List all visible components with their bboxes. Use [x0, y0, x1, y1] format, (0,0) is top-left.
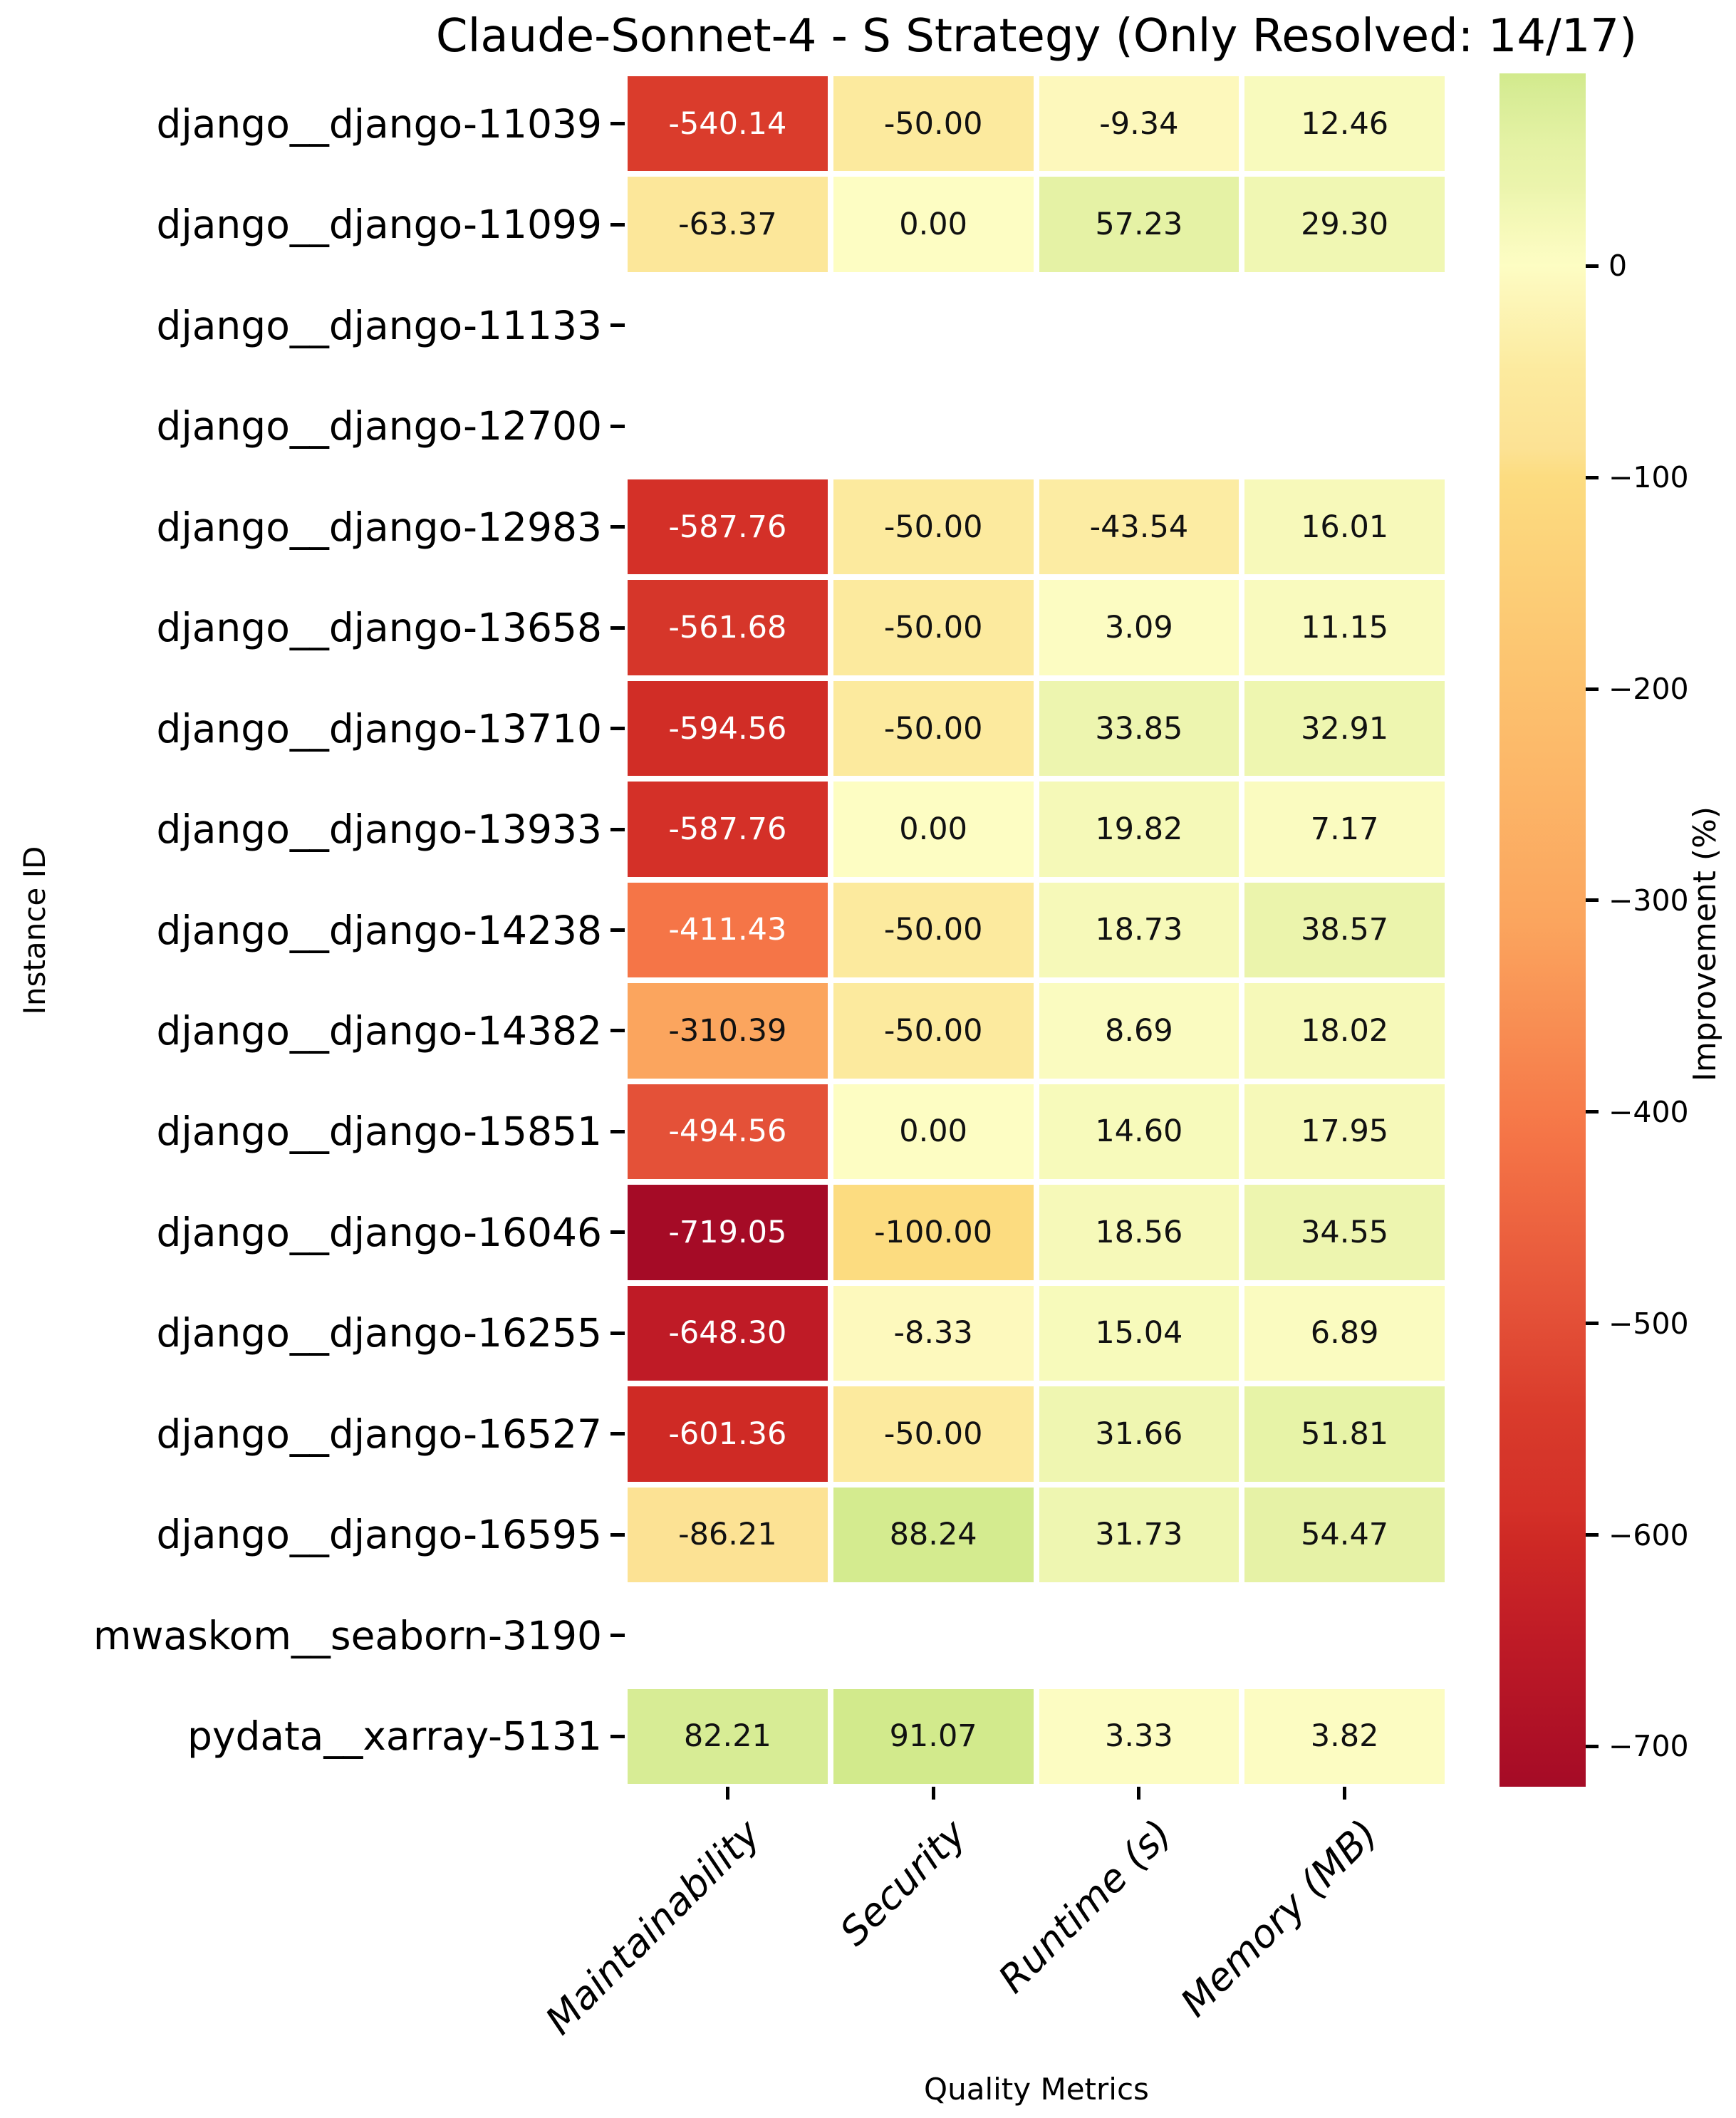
heatmap-cell: -63.37 [625, 174, 831, 274]
y-axis-tick [610, 1230, 625, 1234]
heatmap-cell: 0.00 [831, 1081, 1036, 1182]
heatmap-grid [625, 73, 1447, 1787]
heatmap-cell: 33.85 [1036, 678, 1242, 779]
y-axis-tick [610, 1432, 625, 1436]
row-label: pydata__xarray-5131 [187, 1713, 602, 1760]
heatmap-cell: -561.68 [625, 577, 831, 678]
heatmap-cell [1036, 275, 1242, 375]
y-axis-tick [610, 1130, 625, 1133]
heatmap-cell [625, 375, 831, 476]
colorbar-tick [1586, 476, 1599, 479]
row-label: django__django-12983 [156, 504, 602, 550]
heatmap-cell [1036, 375, 1242, 476]
row-label: django__django-11099 [156, 202, 602, 248]
y-axis-tick [610, 928, 625, 932]
heatmap-cell [625, 275, 831, 375]
colorbar-tick [1586, 898, 1599, 902]
colorbar [1499, 73, 1586, 1787]
row-label: django__django-16527 [156, 1411, 602, 1457]
colorbar-label: Improvement (%) [1687, 806, 1723, 1082]
col-label: Maintainability [537, 1811, 769, 2043]
heatmap-cell: -594.56 [625, 678, 831, 779]
row-label: django__django-15851 [156, 1109, 602, 1155]
row-label: django__django-11039 [156, 100, 602, 147]
heatmap-cell: 38.57 [1242, 880, 1447, 980]
y-axis-tick [610, 626, 625, 630]
y-axis-title: Instance ID [17, 846, 52, 1015]
heatmap-cell: 18.73 [1036, 880, 1242, 980]
heatmap-cell: 3.09 [1036, 577, 1242, 678]
row-label: django__django-16046 [156, 1209, 602, 1255]
colorbar-tick [1586, 1110, 1599, 1113]
y-axis-tick [610, 122, 625, 125]
y-axis-tick [610, 727, 625, 730]
y-axis-tick [610, 425, 625, 428]
heatmap-cell: 6.89 [1242, 1283, 1447, 1384]
y-axis-tick [610, 1735, 625, 1738]
colorbar-tick-label: −400 [1608, 1094, 1689, 1129]
heatmap-cell: -9.34 [1036, 73, 1242, 174]
heatmap-cell: -100.00 [831, 1182, 1036, 1282]
col-label: Security [831, 1811, 975, 1955]
y-axis-tick [610, 223, 625, 227]
colorbar-tick-label: −700 [1608, 1729, 1689, 1764]
heatmap-cell: 54.47 [1242, 1485, 1447, 1585]
colorbar-tick [1586, 1533, 1599, 1537]
row-label: django__django-12700 [156, 403, 602, 450]
heatmap-cell: 17.95 [1242, 1081, 1447, 1182]
heatmap-cell [1242, 375, 1447, 476]
heatmap-cell: -719.05 [625, 1182, 831, 1282]
colorbar-tick-label: −200 [1608, 672, 1689, 707]
heatmap-cell: -50.00 [831, 577, 1036, 678]
heatmap-cell: 0.00 [831, 174, 1036, 274]
heatmap-cell: -648.30 [625, 1283, 831, 1384]
heatmap-cell: 3.33 [1036, 1686, 1242, 1787]
y-axis-tick [610, 1331, 625, 1335]
heatmap-cell: 8.69 [1036, 980, 1242, 1081]
y-axis-tick [610, 828, 625, 831]
heatmap-cell: -50.00 [831, 980, 1036, 1081]
heatmap-cell: 7.17 [1242, 779, 1447, 879]
col-label: Runtime (s) [989, 1811, 1181, 2002]
heatmap-cell [831, 375, 1036, 476]
y-axis-tick [610, 1029, 625, 1032]
row-label: django__django-14382 [156, 1007, 602, 1054]
heatmap-cell [1036, 1585, 1242, 1686]
heatmap-cell: 88.24 [831, 1485, 1036, 1585]
colorbar-tick-label: 0 [1608, 249, 1628, 284]
heatmap-cell: 29.30 [1242, 174, 1447, 274]
heatmap-cell: -494.56 [625, 1081, 831, 1182]
heatmap-cell: -50.00 [831, 880, 1036, 980]
x-axis-tick [932, 1787, 935, 1800]
heatmap-cell: 19.82 [1036, 779, 1242, 879]
col-label: Memory (MB) [1172, 1811, 1387, 2025]
row-label: django__django-13658 [156, 605, 602, 651]
colorbar-tick-label: −100 [1608, 460, 1689, 495]
y-axis-tick [610, 1634, 625, 1637]
colorbar-tick [1586, 687, 1599, 691]
row-label: django__django-11133 [156, 302, 602, 348]
heatmap-cell: -50.00 [831, 1384, 1036, 1484]
heatmap-cell: -587.76 [625, 779, 831, 879]
row-label: django__django-14238 [156, 907, 602, 953]
heatmap-cell: -50.00 [831, 477, 1036, 577]
heatmap-cell: 31.73 [1036, 1485, 1242, 1585]
heatmap-cell: 12.46 [1242, 73, 1447, 174]
colorbar-tick [1586, 1745, 1599, 1748]
x-axis-tick [1137, 1787, 1140, 1800]
heatmap-cell: 82.21 [625, 1686, 831, 1787]
colorbar-tick-label: −500 [1608, 1306, 1689, 1341]
heatmap-cell [831, 275, 1036, 375]
row-label: django__django-13710 [156, 705, 602, 752]
heatmap-cell [1242, 1585, 1447, 1686]
heatmap-cell [625, 1585, 831, 1686]
chart-title: Claude-Sonnet-4 - S Strategy (Only Resolved: 14/17) [435, 10, 1638, 63]
y-axis-tick [610, 1533, 625, 1537]
row-label: django__django-16595 [156, 1512, 602, 1558]
heatmap-cell: 11.15 [1242, 577, 1447, 678]
heatmap-cell: 91.07 [831, 1686, 1036, 1787]
heatmap-cell: -601.36 [625, 1384, 831, 1484]
heatmap-cell: -310.39 [625, 980, 831, 1081]
row-label: django__django-16255 [156, 1310, 602, 1356]
heatmap-cell: -50.00 [831, 73, 1036, 174]
heatmap-cell: -411.43 [625, 880, 831, 980]
heatmap-cell: 18.56 [1036, 1182, 1242, 1282]
heatmap-cell: -8.33 [831, 1283, 1036, 1384]
colorbar-tick-label: −600 [1608, 1517, 1689, 1552]
x-axis-tick [1343, 1787, 1346, 1800]
heatmap-cell: -587.76 [625, 477, 831, 577]
y-axis-tick [610, 525, 625, 529]
heatmap-cell: 57.23 [1036, 174, 1242, 274]
x-axis-title: Quality Metrics [924, 2072, 1149, 2107]
y-axis-tick [610, 323, 625, 327]
heatmap-cell: 51.81 [1242, 1384, 1447, 1484]
heatmap-cell: 34.55 [1242, 1182, 1447, 1282]
row-label: mwaskom__seaborn-3190 [93, 1612, 602, 1658]
heatmap-cell: 0.00 [831, 779, 1036, 879]
x-axis-tick [726, 1787, 729, 1800]
heatmap-cell: 18.02 [1242, 980, 1447, 1081]
heatmap-cell: 32.91 [1242, 678, 1447, 779]
heatmap-cell: -86.21 [625, 1485, 831, 1585]
heatmap-cell: 15.04 [1036, 1283, 1242, 1384]
heatmap-cell [831, 1585, 1036, 1686]
heatmap-cell: -50.00 [831, 678, 1036, 779]
heatmap-cell: 16.01 [1242, 477, 1447, 577]
colorbar-tick [1586, 264, 1599, 268]
row-label: django__django-13933 [156, 806, 602, 853]
heatmap-cell: 31.66 [1036, 1384, 1242, 1484]
heatmap-cell: 14.60 [1036, 1081, 1242, 1182]
heatmap-cell: -540.14 [625, 73, 831, 174]
colorbar-tick-label: −300 [1608, 883, 1689, 918]
heatmap-cell: 3.82 [1242, 1686, 1447, 1787]
heatmap-cell: -43.54 [1036, 477, 1242, 577]
heatmap-cell [1242, 275, 1447, 375]
colorbar-tick [1586, 1322, 1599, 1325]
